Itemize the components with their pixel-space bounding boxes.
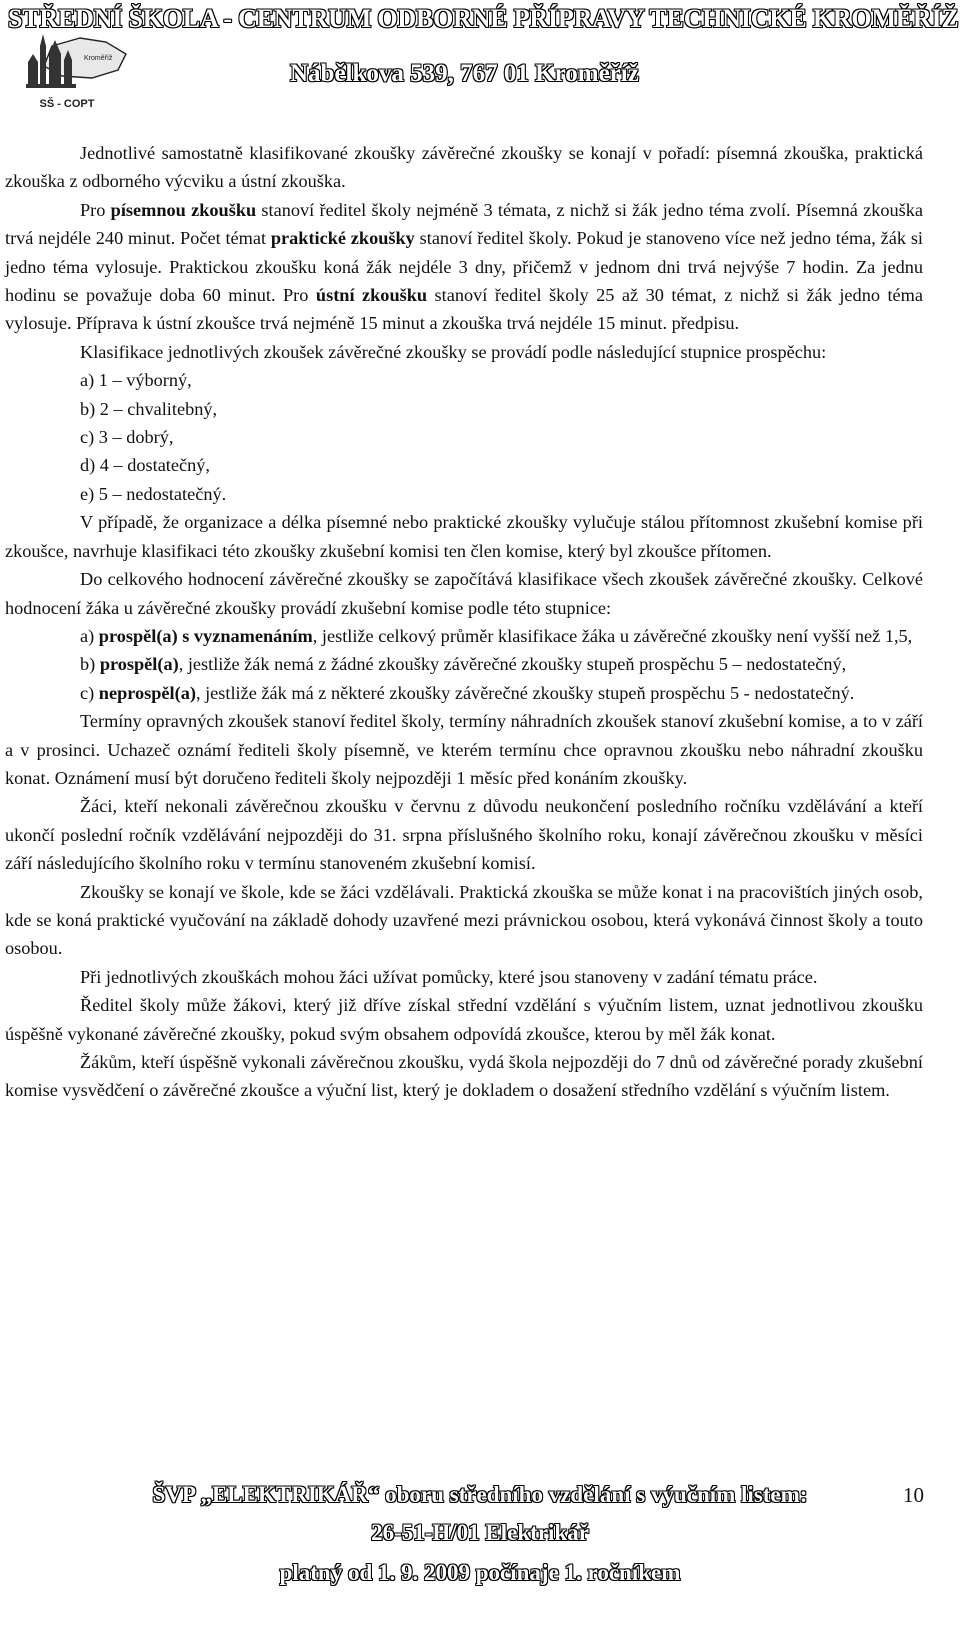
- document-body: [5, 139, 923, 1105]
- text: stanoví ředitel školy nejméně 3 témata, z nichž si žák jedno téma zvolí. Písemná zkouška trvá nejdéle 240 minut. Počet témat: [5, 199, 923, 249]
- paragraph-grading-scale: Klasifikace jednotlivých zkoušek závěrečné zkoušky se provádí podle následující stupnice prospěchu:: [80, 341, 827, 362]
- school-address: Nábělkova 539, 767 01 Kroměříž: [290, 60, 639, 87]
- evaluation-condition-c: [5, 679, 923, 707]
- evaluation-condition-b: [5, 650, 923, 678]
- logo-map-label: Kroměříž: [84, 55, 113, 62]
- paragraph-exam-rules: [5, 196, 923, 338]
- text: Pro: [80, 199, 111, 220]
- grade-item: a) 1 – výborný,: [80, 370, 192, 391]
- grade-item: c) 3 – dobrý,: [80, 427, 174, 448]
- paragraph-aids: Při jednotlivých zkouškách mohou žáci užívat pomůcky, které jsou stanoveny v zadání tématu práce.: [80, 966, 818, 987]
- grade-item: d) 4 – dostatečný,: [80, 455, 210, 476]
- footer-validity: platný od 1. 9. 2009 počínaje 1. ročníkem: [279, 1560, 681, 1585]
- school-logo-graphic: [22, 32, 134, 94]
- paragraph-overall-evaluation: Do celkového hodnocení závěrečné zkoušky se započítává klasifikace všech zkoušek závěrečné zkoušky. Celkové hodnocení žáka u závěrečné zkoušky provádí zkušební komise podle této stupnice:: [5, 569, 923, 618]
- paragraph-recognition: Ředitel školy může žákovi, který již dříve získal střední vzdělání s výučním listem, uznat jednotlivou zkoušku úspěšně vykonané závěrečné zkoušky, pokud svým obsahem odpovídá zkoušce, kterou by měl žák konat.: [5, 995, 923, 1044]
- paragraph-exam-location: Zkoušky se konají ve škole, kde se žáci vzdělávali. Praktická zkouška se může konat i na pracovištích jiných osob, kde se koná praktické vyučování na základě dohody uzavřené mezi právnickou osobou, která vykonává činnost školy a touto osobou.: [5, 881, 923, 959]
- text: , jestliže celkový průměr klasifikace žáka u závěrečné zkoušky není vyšší než 1,5,: [312, 625, 913, 646]
- page-footer: [0, 1478, 960, 1626]
- emphasis: prospěl(a) s vyznamenáním: [98, 625, 313, 646]
- grade-item: b) 2 – chvalitebný,: [80, 398, 218, 419]
- text: b): [80, 654, 100, 675]
- paragraph-september-exam: Žáci, kteří nekonali závěrečnou zkoušku v červnu z důvodu neukončení posledního ročníku vzdělávání a kteří ukončí poslední ročník vzdělávání nejpozději do 31. srpna příslušného školního roku, konají závěrečnou zkoušku v měsíci září následujícího školního roku v termínu stanoveném zkušební komisí.: [5, 796, 923, 874]
- school-name: STŘEDNÍ ŠKOLA - CENTRUM ODBORNÉ PŘÍPRAVY TECHNICKÉ KROMĚŘÍŽ: [8, 4, 959, 33]
- footer-program-line: ŠVP „ELEKTRIKÁŘ“ oboru středního vzdělání s výučním listem:: [152, 1482, 808, 1507]
- grade-item: e) 5 – nedostatečný.: [80, 483, 227, 504]
- text: stanoví ředitel školy 25 až 30 témat, z nichž si žák jedno téma vylosuje. Příprava k ústní zkoušce trvá nejméně 15 minut a zkouška trvá nejdéle 15 minut. předpisu.: [5, 285, 923, 334]
- page-number: 10: [903, 1483, 924, 1507]
- paragraph-commission: V případě, že organizace a délka písemné nebo praktické zkoušky vylučuje stálou přítomnost zkušební komise při zkoušce, navrhuje klasifikaci této zkoušky zkušební komisi ten člen komise, který byl zkoušce přítomen.: [5, 512, 923, 561]
- page-header: [0, 0, 960, 110]
- paragraph-exam-order: Jednotlivé samostatně klasifikované zkoušky závěrečné zkoušky se konají v pořadí: písemná zkouška, praktická zkouška z odborného výcviku a ústní zkouška.: [5, 143, 923, 192]
- text: c): [80, 682, 99, 703]
- emphasis-written-exam: písemnou zkoušku: [110, 199, 257, 220]
- text: , jestliže žák nemá z žádné zkoušky závěrečné zkoušky stupeň prospěchu 5 – nedostatečný,: [178, 654, 847, 675]
- emphasis: neprospěl(a): [98, 682, 196, 703]
- text: a): [80, 625, 99, 646]
- emphasis-oral-exam: ústní zkoušku: [315, 285, 428, 306]
- text: stanoví ředitel školy. Pokud je stanoveno více než jedno téma, žák si jedno téma vylosuje. Praktickou zkoušku koná žák nejdéle 3 dny, přičemž v jednom dni trvá nejvýše 7 hodin. Za jednu hodinu se považuje doba 60 minut. Pro: [5, 228, 924, 306]
- logo-caption: SŠ - COPT: [39, 98, 95, 110]
- footer-field-code: 26-51-H/01 Elektrikář: [371, 1520, 589, 1545]
- school-logo: [22, 32, 134, 110]
- text: , jestliže žák má z některé zkoušky závěrečné zkoušky stupeň prospěchu 5 - nedostatečný.: [195, 682, 855, 703]
- emphasis-practical-exam: praktické zkoušky: [270, 228, 415, 249]
- emphasis: prospěl(a): [99, 654, 179, 675]
- evaluation-condition-a: [5, 622, 923, 650]
- paragraph-retake-terms: Termíny opravných zkoušek stanoví ředitel školy, termíny náhradních zkoušek stanoví zkušební komise, a to v září a v prosinci. Uchazeč oznámí řediteli školy písemně, ve kterém termínu chce opravnou zkoušku nebo náhradní zkoušku konat. Oznámení musí být doručeno řediteli školy nejpozději 1 měsíc před konáním zkoušky.: [5, 711, 923, 788]
- paragraph-certificate: Žákům, kteří úspěšně vykonali závěrečnou zkoušku, vydá škola nejpozději do 7 dnů od závěrečné porady zkušební komise vysvědčení o závěrečné zkoušce a výuční list, který je dokladem o dosažení středního vzdělání s výučním listem.: [5, 1052, 923, 1101]
